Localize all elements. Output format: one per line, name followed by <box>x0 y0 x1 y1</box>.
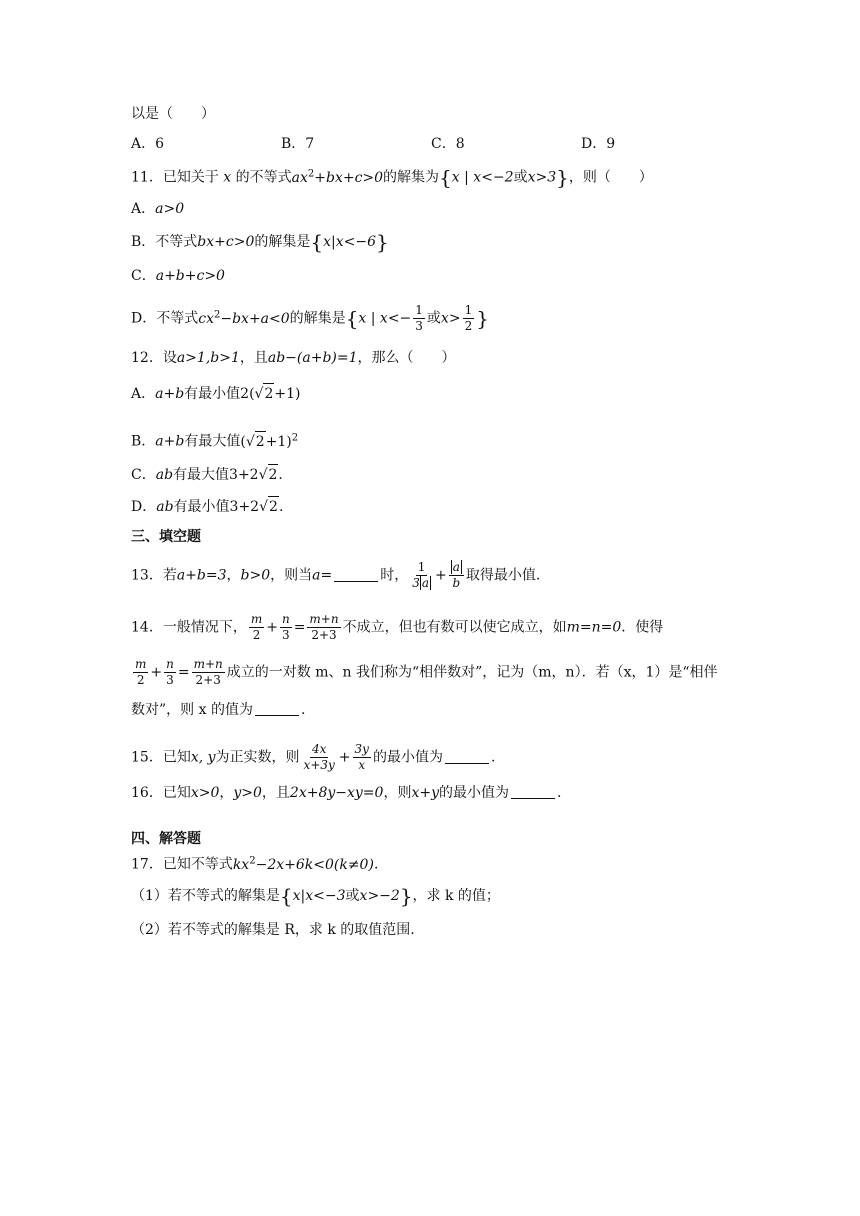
q11-stem: 11．已知关于 x 的不等式$ax^2+bx+c>0$的解集为{x | x<−2或x>3}，则（ ） <box>131 165 653 190</box>
q12-option-b: B．a+b有最大值$(√2+1)^2$ <box>131 432 299 450</box>
q17-part-2: （2）若不等式的解集是 R，求 k 的取值范围. <box>131 922 415 938</box>
q11-option-b: B．不等式bx+c>0的解集是{x|x<−6} <box>131 230 389 254</box>
section-3-title: 三、填空题 <box>131 529 201 545</box>
q11-option-d: D．不等式$cx^2-bx+a<0$的解集是{x | x<− $\frac{1}{3}$ 或x> $\frac{1}{2}$ } <box>131 303 489 333</box>
q10-option-a: A．6 <box>131 136 165 152</box>
q10-option-d: D．9 <box>581 136 616 152</box>
q11-option-a: A．a>0 <box>131 201 185 217</box>
q11-option-c: C．a+b+c>0 <box>131 268 225 284</box>
q15-blank <box>445 749 489 764</box>
q16-blank <box>511 784 555 799</box>
q17-part-1: （1）若不等式的解集是{x|x<−3或x>−2}，求 k 的值； <box>131 884 500 908</box>
q13: 13．若a+b=3，b>0，则当a= 时， $\frac{1}{3 a}$ + $\frac{a}{b}$ 取得最小值. <box>131 560 541 590</box>
q14-line-2: $\frac{m}{2}$ + $\frac{n}{3}$ = $\frac{m+n}{2+3}$ 成立的一对数 m、n 我们称为“相伴数对”，记为（m，n）．若（x，1）是“相伴 <box>135 657 718 687</box>
q12-option-d: D．ab有最小值3+2√2. <box>131 496 283 517</box>
q15: 15．已知x, y为正实数，则 $\frac{4x}{x+3y}$ + $\frac{3y}{x}$ 的最小值为 . <box>131 742 496 772</box>
q17-stem: 17．已知不等式$kx^2-2x+6k<0(k\ne 0)$. <box>131 855 379 873</box>
q14-blank <box>255 701 299 716</box>
q10-option-c: C．8 <box>431 136 465 152</box>
q12-option-a: A．a+b有最小值2(√2+1) <box>131 383 301 404</box>
q12-stem: 12．设a>1,b>1，且ab−(a+b)=1，那么（ ） <box>131 350 456 366</box>
q13-blank <box>334 567 378 582</box>
q12-option-c: C．ab有最大值3+2√2. <box>131 464 283 485</box>
q10-tail: 以是（ ） <box>131 106 215 122</box>
q14-line-1: 14．一般情况下， $\frac{m}{2}$ + $\frac{n}{3}$ = $\frac{m+n}{2+3}$ 不成立，但也有数可以使它成立，如m=n=0．使得 <box>131 612 664 642</box>
q16: 16．已知x>0，y>0，且2x+8y−xy=0，则x+y的最小值为 . <box>131 785 562 801</box>
q14-line-3: 数对”，则 x 的值为 . <box>131 702 306 718</box>
section-4-title: 四、解答题 <box>131 831 201 847</box>
q10-option-b: B．7 <box>281 136 315 152</box>
